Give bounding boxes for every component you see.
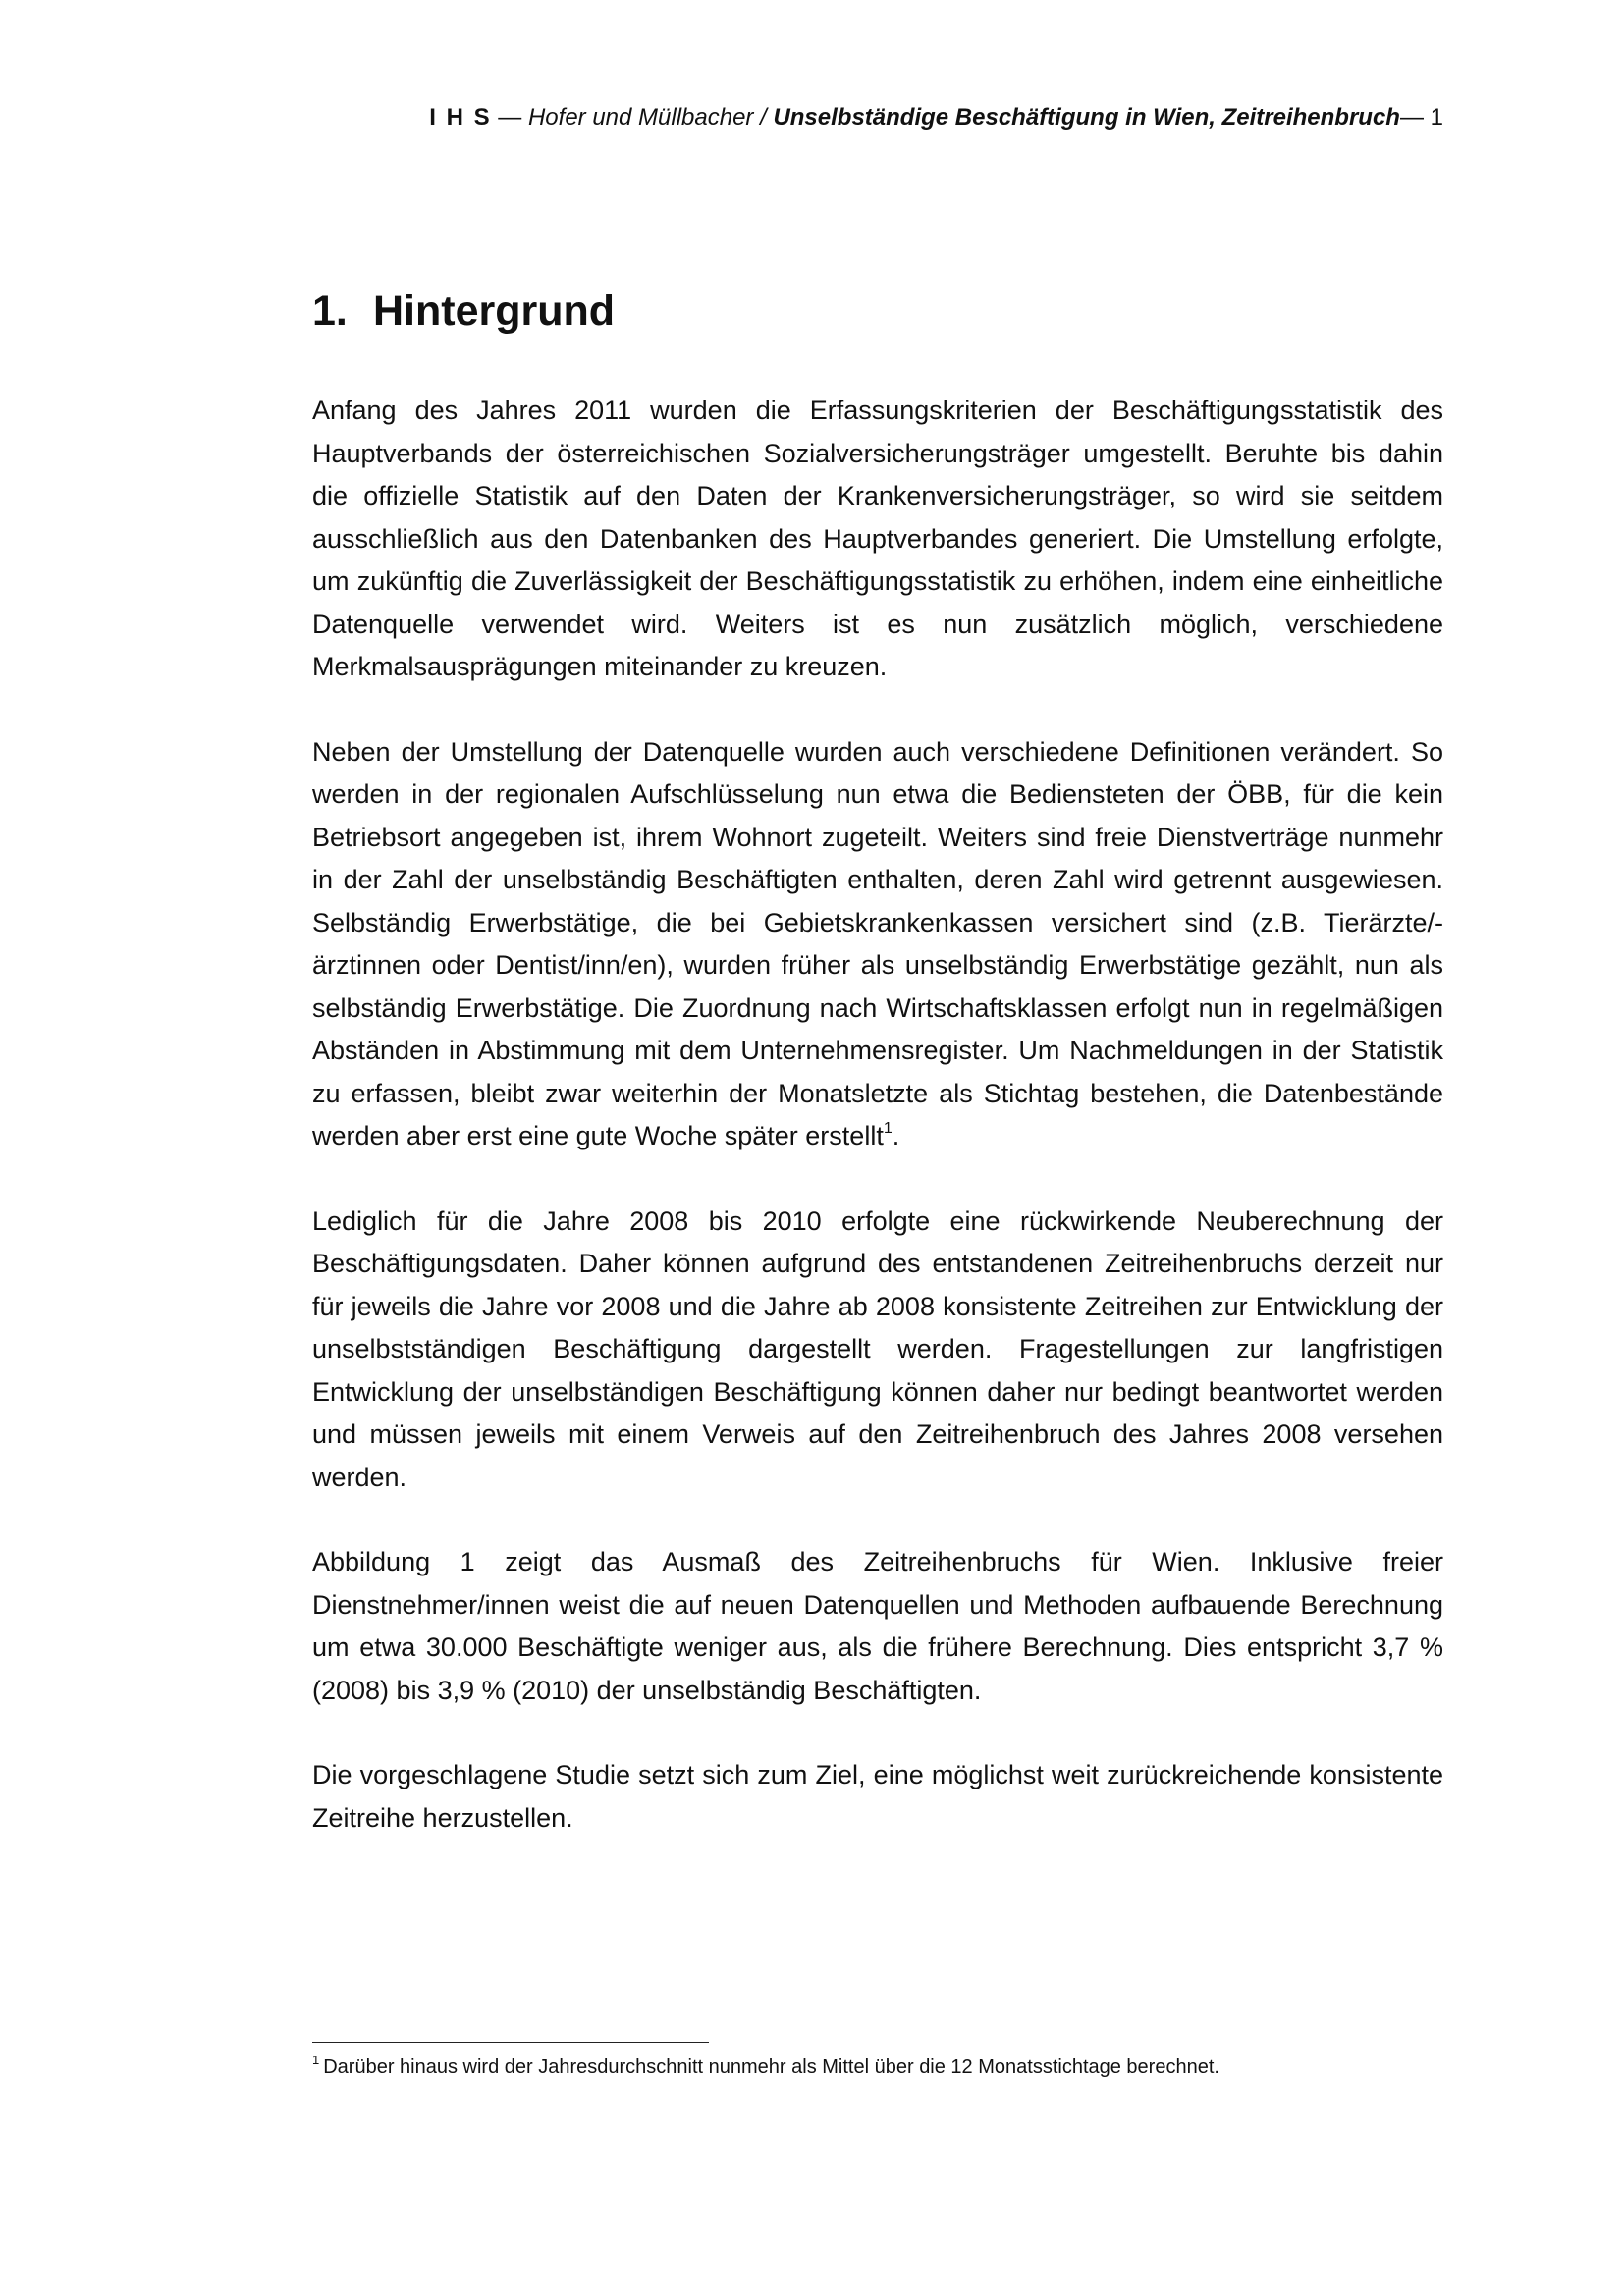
footnote-separator — [312, 2042, 709, 2043]
footnote-text: Darüber hinaus wird der Jahresdurchschnitt nunmehr als Mittel über die 12 Monatsstichtage berechnet. — [323, 2056, 1219, 2078]
header-title: Unselbständige Beschäftigung in Wien, Zeitreihenbruch — [773, 104, 1400, 131]
paragraph-5: Die vorgeschlagene Studie setzt sich zum Ziel, eine möglichst weit zurückreichende konsistente Zeitreihe herzustellen. — [312, 1760, 1443, 1833]
footnote — [312, 2055, 1443, 2080]
paragraph-2-text: Neben der Umstellung der Datenquelle wurden auch verschiedene Definitionen verändert. So werden in der regionalen Aufschlüsselung nun etwa die Bediensteten der ÖBB, für die kein Betriebsort angegeben ist, ihrem Wohnort zugeteilt. Weiters sind freie Dienstverträge nunmehr in der Zahl der unselbständig Beschäftigten enthalten, deren Zahl wird getrennt ausgewiesen. Selbständig Erwerbstätige, die bei Gebietskrankenkassen versichert sind (z.B. Tierärzte/-ärztinnen oder Dentist/inn/en), wurden früher als unselbständig Erwerbstätige gezählt, nun als selbständig Erwerbstätige. Die Zuordnung nach Wirtschaftsklassen erfolgt nun in regelmäßigen Abständen in Abstimmung mit dem Unternehmensregister. Um Nachmeldungen in der Statistik zu erfassen, bleibt zwar weiterhin der Monatsletzte als Stichtag bestehen, die Datenbestände werden aber erst eine gute Woche später erstellt — [312, 736, 1443, 1150]
section-heading — [312, 285, 615, 338]
footnote-reference: 1 — [883, 1120, 893, 1137]
header-authors: Hofer und Müllbacher / — [527, 104, 774, 131]
header-page-number: 1 — [1430, 104, 1443, 131]
header-page-separator: — — [1399, 104, 1431, 131]
section-title: Hintergrund — [373, 288, 616, 335]
paragraph-2-end: . — [892, 1121, 900, 1150]
header-org: I H S — [429, 104, 492, 131]
header-dash: — — [491, 104, 528, 131]
paragraph-2 — [312, 731, 1443, 1158]
paragraph-4: Abbildung 1 zeigt das Ausmaß des Zeitreihenbruchs für Wien. Inklusive freier Dienstnehmer/innen weist die auf neuen Datenquellen und Methoden aufbauende Berechnung um etwa 30.000 Beschäftigte weniger aus, als die frühere Berechnung. Dies entspricht 3,7 % (2008) bis 3,9 % (2010) der unselbständig Beschäftigten. — [312, 1547, 1443, 1705]
footnote-marker: 1 — [312, 2053, 320, 2067]
paragraph-3: Lediglich für die Jahre 2008 bis 2010 erfolgte eine rückwirkende Neuberechnung der Beschäftigungsdaten. Daher können aufgrund des entstandenen Zeitreihenbruchs derzeit nur für jeweils die Jahre vor 2008 und die Jahre ab 2008 konsistente Zeitreihen zur Entwicklung der unselbstständigen Beschäftigung dargestellt werden. Fragestellungen zur langfristigen Entwicklung der unselbständigen Beschäftigung können daher nur bedingt beantwortet werden und müssen jeweils mit einem Verweis auf den Zeitreihenbruch des Jahres 2008 versehen werden. — [312, 1205, 1443, 1492]
paragraph-1: Anfang des Jahres 2011 wurden die Erfassungskriterien der Beschäftigungsstatistik des Hauptverbands der österreichischen Sozialversicherungsträger umgestellt. Beruhte bis dahin die offizielle Statistik auf den Daten der Krankenversicherungsträger, so wird sie seitdem ausschließlich aus den Datenbanken des Hauptverbandes generiert. Die Umstellung erfolgte, um zukünftig die Zuverlässigkeit der Beschäftigungsstatistik zu erhöhen, indem eine einheitliche Datenquelle verwendet wird. Weiters ist es nun zusätzlich möglich, verschiedene Merkmalsausprägungen miteinander zu kreuzen. — [312, 396, 1443, 681]
section-number: 1. — [312, 288, 348, 335]
body-text — [312, 390, 1443, 1882]
running-header — [312, 103, 1443, 133]
